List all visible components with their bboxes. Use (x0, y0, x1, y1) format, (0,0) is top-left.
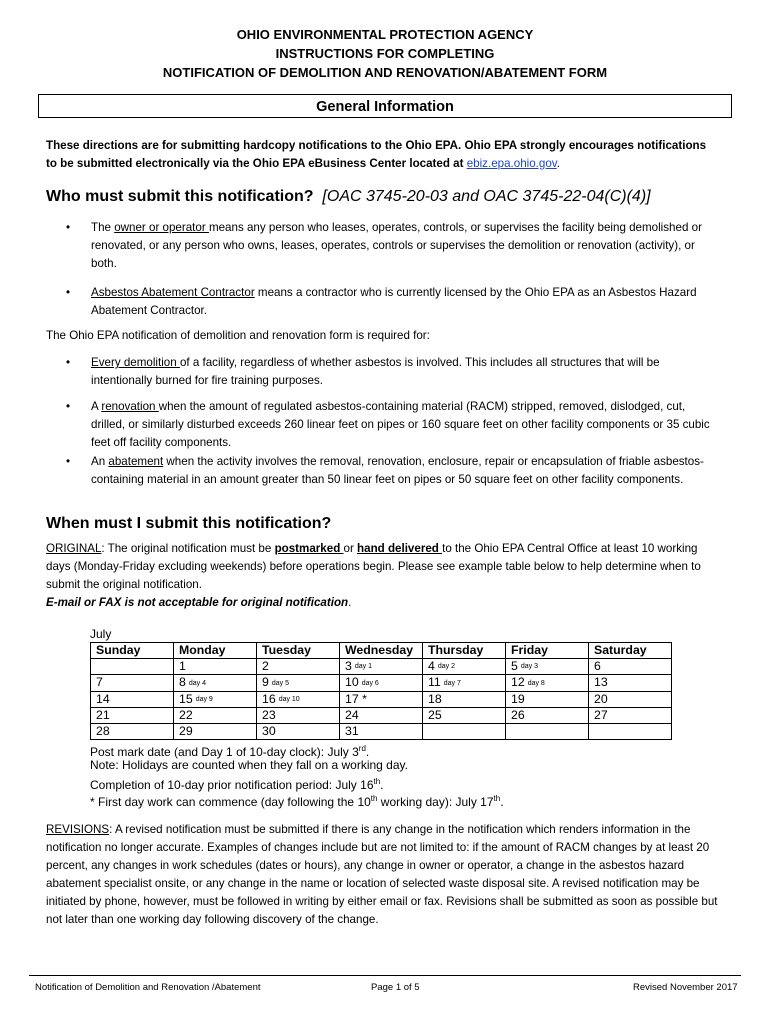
calendar-date: 26 (511, 707, 525, 722)
calendar-day-cell (174, 723, 257, 739)
calendar-header-tuesday: Tuesday (257, 643, 340, 659)
calendar-day-cell (506, 707, 589, 723)
calendar-header-saturday: Saturday (589, 643, 672, 659)
footer-revised-date: Revised November 2017 (633, 982, 738, 993)
owner-operator-item: The owner or operator means any person who leases, operates, controls, or supervises the facility being demolished or renovated, or any person who owns, leases, operates, controls or supervises the demolition or renovation (activity), or both. (91, 221, 702, 270)
calendar-day-cell (340, 707, 423, 723)
calendar-day-cell (257, 659, 340, 675)
original-paragraph: ORIGINAL: The original notification must be postmarked or hand delivered to the Ohio EPA Central Office at least 10 working days (Monday-Friday excluding weekends) before operations begin. Please see example table below to help determine when to submit the original notification. (46, 542, 701, 591)
intro-paragraph: These directions are for submitting hardcopy notifications to the Ohio EPA. Ohio EPA strongly encourages notifications to be submitted electronically via the Ohio EPA eBusiness Center located at ebiz.epa.ohio.gov. (46, 139, 707, 170)
calendar-date: 21 (96, 707, 110, 722)
bullet-icon: • (66, 286, 71, 299)
calendar-date: 29 (179, 723, 193, 738)
calendar-day-cell (506, 691, 589, 707)
working-day-label: day 5 (271, 679, 289, 687)
bullet-icon: • (66, 400, 71, 413)
calendar-date: 10 (345, 675, 359, 690)
calendar-day-cell (506, 723, 589, 739)
calendar-week-row (91, 691, 672, 707)
calendar-day-cell (91, 659, 174, 675)
working-day-label: day 3 (520, 663, 538, 671)
calendar-day-cell (589, 707, 672, 723)
calendar-day-cell (589, 691, 672, 707)
calendar-month: July (90, 627, 112, 641)
calendar-day-cell (423, 691, 506, 707)
abatement-item: An abatement when the activity involves the removal, renovation, enclosure, repair or encapsulation of friable asbestos-containing material in an amount greater than 50 linear feet on pipes or 50 square feet on other facility components. (91, 455, 704, 486)
calendar-table (90, 642, 672, 740)
calendar-date: 17 * (345, 691, 367, 706)
calendar-date: 19 (511, 691, 525, 706)
calendar-date: 22 (179, 707, 193, 722)
working-day-label: day 7 (443, 679, 461, 687)
calendar-date: 28 (96, 723, 110, 738)
who-heading: Who must submit this notification? [OAC 3745-20-03 and OAC 3745-22-04(C)(4)] (46, 188, 651, 205)
calendar-date: 20 (594, 691, 608, 706)
email-note: E-mail or FAX is not acceptable for original notification. (46, 596, 352, 609)
calendar-date: 23 (262, 707, 276, 722)
first-day-note: * First day work can commence (day following the 10th working day): July 17th. (90, 794, 504, 809)
calendar-date: 2 (262, 659, 269, 674)
calendar-day-cell (257, 707, 340, 723)
working-day-label: day 6 (361, 679, 379, 687)
calendar-date: 18 (428, 691, 442, 706)
holidays-note: Note: Holidays are counted when they fall on a working day. (90, 758, 408, 772)
calendar-date: 30 (262, 723, 276, 738)
calendar-day-cell (174, 659, 257, 675)
calendar-date: 7 (96, 675, 103, 690)
calendar-header-thursday: Thursday (423, 643, 506, 659)
working-day-label: day 10 (278, 695, 300, 703)
calendar-date: 9 (262, 675, 269, 690)
bullet-icon: • (66, 455, 71, 468)
calendar-day-cell (257, 691, 340, 707)
calendar-day-cell (91, 691, 174, 707)
who-citation: [OAC 3745-20-03 and OAC 3745-22-04(C)(4)] (322, 188, 651, 205)
calendar-date: 15 (179, 691, 193, 706)
postmark-note: Post mark date (and Day 1 of 10-day clock): July 3rd. (90, 744, 370, 759)
intro-text: These directions are for submitting hardcopy notifications to the Ohio EPA. Ohio EPA strongly encourages notifications to be submitted electronically via the Ohio EPA eBusiness Center located at (46, 139, 707, 170)
calendar-day-cell (423, 707, 506, 723)
calendar-day-cell (91, 723, 174, 739)
calendar-date: 11 (428, 675, 441, 690)
calendar-date: 27 (594, 707, 608, 722)
working-day-label: day 8 (527, 679, 545, 687)
calendar-day-cell (340, 723, 423, 739)
footer-divider (29, 975, 741, 976)
calendar-day-cell (423, 659, 506, 675)
calendar-day-cell (340, 691, 423, 707)
calendar-day-cell (174, 691, 257, 707)
form-title: NOTIFICATION OF DEMOLITION AND RENOVATION/ABATEMENT FORM (162, 65, 608, 80)
calendar-header-sunday: Sunday (91, 643, 174, 659)
calendar-date: 31 (345, 723, 359, 738)
calendar-date: 1 (179, 659, 186, 674)
calendar-day-cell (506, 659, 589, 675)
calendar-header-monday: Monday (174, 643, 257, 659)
working-day-label: day 1 (354, 663, 372, 671)
instructions-title: INSTRUCTIONS FOR COMPLETING (275, 46, 495, 61)
calendar-week-row (91, 707, 672, 723)
completion-note: Completion of 10-day prior notification period: July 16th. (90, 777, 384, 792)
calendar-date: 24 (345, 707, 359, 722)
calendar-date: 14 (96, 691, 110, 706)
calendar-date: 5 (511, 659, 518, 673)
calendar-day-cell (257, 675, 340, 691)
calendar-date: 12 (511, 675, 525, 690)
contractor-item: Asbestos Abatement Contractor means a contractor who is currently licensed by the Ohio EPA as an Asbestos Hazard Abatement Contractor. (91, 286, 697, 317)
renovation-item: A renovation when the amount of regulated asbestos-containing material (RACM) stripped, removed, dislodged, cut, drilled, or similarly disturbed exceeds 260 linear feet on pipes or 160 square feet on other facility components or 35 cubic feet off facility components. (91, 400, 710, 449)
bullet-icon: • (66, 221, 71, 234)
calendar-week-row (91, 675, 672, 691)
calendar-header-wednesday: Wednesday (340, 643, 423, 659)
calendar-date: 6 (594, 659, 601, 674)
footer-page-number: Page 1 of 5 (371, 982, 420, 993)
calendar-day-cell (423, 675, 506, 691)
calendar-day-cell (91, 707, 174, 723)
calendar-date: 8 (179, 675, 186, 690)
calendar-date: 16 (262, 691, 276, 706)
calendar-day-cell (589, 723, 672, 739)
footer-left: Notification of Demolition and Renovation /Abatement (35, 982, 261, 993)
calendar-day-cell (589, 659, 672, 675)
calendar-date: 13 (594, 675, 608, 690)
working-day-label: day 2 (437, 663, 455, 671)
calendar-header-friday: Friday (506, 643, 589, 659)
calendar-date: 25 (428, 707, 442, 722)
when-heading: When must I submit this notification? (46, 515, 332, 532)
calendar-day-cell (174, 675, 257, 691)
bullet-icon: • (66, 356, 71, 369)
calendar-day-cell (257, 723, 340, 739)
required-for-line: The Ohio EPA notification of demolition and renovation form is required for: (46, 329, 430, 342)
calendar-day-cell (340, 675, 423, 691)
calendar-day-cell (589, 675, 672, 691)
demolition-item: Every demolition of a facility, regardless of whether asbestos is involved. This includes all structures that will be intentionally burned for fire training purposes. (91, 356, 660, 387)
calendar-day-cell (340, 659, 423, 675)
calendar-day-cell (174, 707, 257, 723)
calendar-day-cell (423, 723, 506, 739)
calendar-week-row (91, 723, 672, 739)
agency-title: OHIO ENVIRONMENTAL PROTECTION AGENCY (236, 27, 534, 42)
ebiz-link[interactable]: ebiz.epa.ohio.gov (466, 157, 557, 170)
general-information-heading: General Information (38, 94, 732, 118)
calendar-date: 4 (428, 659, 435, 673)
calendar-day-cell (91, 675, 174, 691)
calendar-week-row (91, 659, 672, 675)
calendar-date: 3 (345, 659, 352, 673)
revisions-paragraph: REVISIONS: A revised notification must be submitted if there is any change in the notification which renders information in the notification no longer accurate. Examples of changes include but are not limited to: if the amount of RACM changes by at least 20 percent, any changes in work schedules (dates or hours), any change in owner or operator, a change in the asbestos hazard abatement specialist onsite, or any change in the name or location of selected waste disposal site. A revised notification may be initiated by phone, however, must be followed in writing by either email or fax. Revisions shall be submitted as soon as possible but not later than one working day following discovery of the change. (46, 823, 718, 926)
working-day-label: day 9 (195, 695, 213, 703)
working-day-label: day 4 (188, 679, 206, 687)
calendar-day-cell (506, 675, 589, 691)
